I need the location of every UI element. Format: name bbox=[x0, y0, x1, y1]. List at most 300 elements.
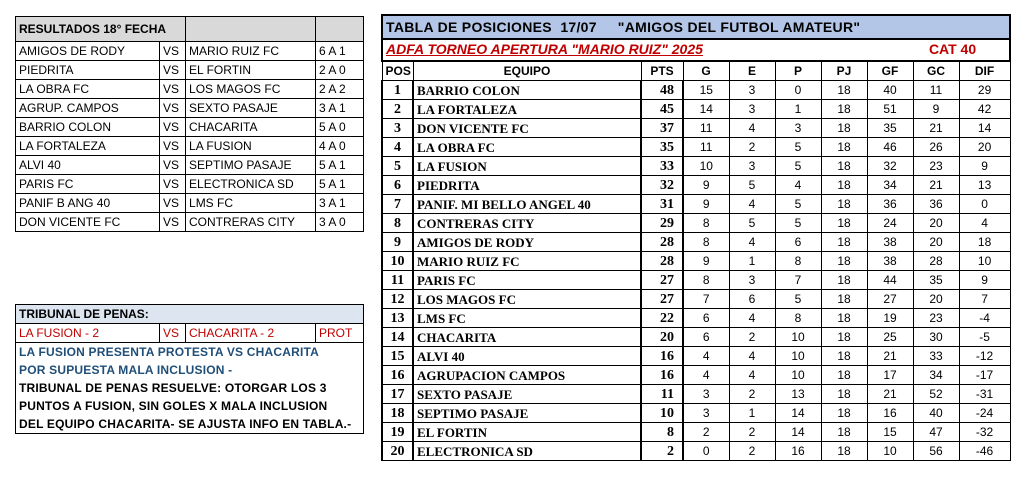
standings-row bbox=[382, 100, 1010, 119]
match-row bbox=[16, 118, 364, 137]
cell-pts: 16 bbox=[641, 347, 683, 366]
cell-e: 4 bbox=[729, 309, 775, 328]
cell-gf: 25 bbox=[867, 328, 913, 347]
cell-dif: 42 bbox=[959, 100, 1010, 119]
cell-e: 3 bbox=[729, 81, 775, 100]
results-title: RESULTADOS 18° FECHA bbox=[16, 17, 186, 42]
match-vs: VS bbox=[160, 194, 186, 213]
cell-team: LOS MAGOS FC bbox=[413, 290, 641, 309]
standings-row bbox=[382, 271, 1010, 290]
match-home: LA OBRA FC bbox=[16, 80, 160, 99]
cell-pos: 14 bbox=[382, 328, 413, 347]
cell-gc: 11 bbox=[913, 81, 959, 100]
match-home: DON VICENTE FC bbox=[16, 213, 160, 232]
cell-gf: 15 bbox=[867, 423, 913, 442]
match-row bbox=[16, 156, 364, 175]
tribunal-note: TRIBUNAL DE PENAS RESUELVE: OTORGAR LOS 3 bbox=[16, 379, 364, 397]
cell-p: 6 bbox=[775, 233, 821, 252]
cell-team: BARRIO COLON bbox=[413, 81, 641, 100]
standings-row bbox=[382, 404, 1010, 423]
cell-gf: 32 bbox=[867, 157, 913, 176]
cell-team: SEPTIMO PASAJE bbox=[413, 404, 641, 423]
cell-g: 11 bbox=[683, 119, 729, 138]
cell-pj: 18 bbox=[821, 328, 867, 347]
match-score: 3 A 1 bbox=[316, 99, 364, 118]
cell-g: 10 bbox=[683, 157, 729, 176]
standings-title-text: TABLA DE POSICIONES 17/07 "AMIGOS DEL FUTBOL AMATEUR" bbox=[386, 18, 861, 35]
standings-title-row bbox=[382, 15, 1010, 39]
cell-gc: 23 bbox=[913, 157, 959, 176]
standings-row bbox=[382, 214, 1010, 233]
cell-gc: 40 bbox=[913, 404, 959, 423]
standings-row bbox=[382, 81, 1010, 100]
cell-gc: 33 bbox=[913, 347, 959, 366]
cell-pts: 33 bbox=[641, 157, 683, 176]
standings-row bbox=[382, 347, 1010, 366]
cell-team: LA FORTALEZA bbox=[413, 100, 641, 119]
cell-g: 6 bbox=[683, 328, 729, 347]
cell-p: 5 bbox=[775, 138, 821, 157]
tribunal-note: PUNTOS A FUSION, SIN GOLES X MALA INCLUSION bbox=[16, 397, 364, 415]
cell-e: 1 bbox=[729, 404, 775, 423]
cell-pts: 2 bbox=[641, 442, 683, 461]
cell-dif: 13 bbox=[959, 176, 1010, 195]
standings-row bbox=[382, 176, 1010, 195]
cell-p: 10 bbox=[775, 366, 821, 385]
cell-g: 3 bbox=[683, 404, 729, 423]
column-header-dif: DIF bbox=[959, 61, 1010, 81]
cell-gf: 34 bbox=[867, 176, 913, 195]
standings-row bbox=[382, 290, 1010, 309]
match-away: EL FORTIN bbox=[186, 61, 316, 80]
cell-gc: 34 bbox=[913, 366, 959, 385]
match-home: PIEDRITA bbox=[16, 61, 160, 80]
match-away: LA FUSION bbox=[186, 137, 316, 156]
cell-team: PANIF. MI BELLO ANGEL 40 bbox=[413, 195, 641, 214]
match-home: PARIS FC bbox=[16, 175, 160, 194]
cell-team: SEXTO PASAJE bbox=[413, 385, 641, 404]
cell-gf: 36 bbox=[867, 195, 913, 214]
cell-pos: 13 bbox=[382, 309, 413, 328]
cell-pts: 27 bbox=[641, 271, 683, 290]
cell-pos: 4 bbox=[382, 138, 413, 157]
cell-gc: 56 bbox=[913, 442, 959, 461]
cell-e: 1 bbox=[729, 252, 775, 271]
cell-pos: 1 bbox=[382, 81, 413, 100]
cell-dif: 9 bbox=[959, 271, 1010, 290]
cell-g: 3 bbox=[683, 385, 729, 404]
cell-pos: 6 bbox=[382, 176, 413, 195]
category-label: CAT 40 bbox=[928, 41, 977, 57]
cell-gc: 23 bbox=[913, 309, 959, 328]
cell-e: 6 bbox=[729, 290, 775, 309]
cell-g: 8 bbox=[683, 233, 729, 252]
cell-p: 14 bbox=[775, 404, 821, 423]
cell-e: 5 bbox=[729, 214, 775, 233]
cell-g: 15 bbox=[683, 81, 729, 100]
match-row bbox=[16, 213, 364, 232]
cell-e: 4 bbox=[729, 195, 775, 214]
match-away: ELECTRONICA SD bbox=[186, 175, 316, 194]
cell-pos: 5 bbox=[382, 157, 413, 176]
standings-row bbox=[382, 119, 1010, 138]
standings-table bbox=[381, 14, 1011, 461]
cell-pts: 45 bbox=[641, 100, 683, 119]
cell-g: 8 bbox=[683, 214, 729, 233]
cell-gf: 27 bbox=[867, 290, 913, 309]
column-header-pts: PTS bbox=[641, 61, 683, 81]
cell-pj: 18 bbox=[821, 176, 867, 195]
cell-pos: 17 bbox=[382, 385, 413, 404]
cell-pts: 29 bbox=[641, 214, 683, 233]
cell-dif: -31 bbox=[959, 385, 1010, 404]
cell-dif: 4 bbox=[959, 214, 1010, 233]
standings-row bbox=[382, 195, 1010, 214]
cell-pos: 12 bbox=[382, 290, 413, 309]
tribunal-note: DEL EQUIPO CHACARITA- SE AJUSTA INFO EN TABLA.- bbox=[16, 415, 364, 434]
cell-e: 4 bbox=[729, 366, 775, 385]
cell-gf: 38 bbox=[867, 233, 913, 252]
cell-dif: 0 bbox=[959, 195, 1010, 214]
tribunal-header-row bbox=[16, 305, 364, 324]
cell-team: ALVI 40 bbox=[413, 347, 641, 366]
column-header-p: P bbox=[775, 61, 821, 81]
match-score: 3 A 1 bbox=[316, 194, 364, 213]
match-away: LMS FC bbox=[186, 194, 316, 213]
cell-pj: 18 bbox=[821, 366, 867, 385]
cell-gf: 46 bbox=[867, 138, 913, 157]
match-vs: VS bbox=[160, 175, 186, 194]
cell-team: DON VICENTE FC bbox=[413, 119, 641, 138]
standings-row bbox=[382, 157, 1010, 176]
cell-gc: 47 bbox=[913, 423, 959, 442]
cell-pos: 19 bbox=[382, 423, 413, 442]
cell-pos: 18 bbox=[382, 404, 413, 423]
cell-g: 9 bbox=[683, 252, 729, 271]
cell-p: 8 bbox=[775, 252, 821, 271]
tribunal-table bbox=[15, 304, 364, 434]
tribunal-note: LA FUSION PRESENTA PROTESTA VS CHACARITA bbox=[16, 343, 364, 362]
cell-gf: 19 bbox=[867, 309, 913, 328]
cell-pj: 18 bbox=[821, 309, 867, 328]
cell-pos: 2 bbox=[382, 100, 413, 119]
cell-pts: 37 bbox=[641, 119, 683, 138]
cell-pos: 20 bbox=[382, 442, 413, 461]
cell-team: AGRUPACION CAMPOS bbox=[413, 366, 641, 385]
cell-pos: 10 bbox=[382, 252, 413, 271]
cell-e: 4 bbox=[729, 233, 775, 252]
cell-team: EL FORTIN bbox=[413, 423, 641, 442]
match-vs: VS bbox=[160, 61, 186, 80]
cell-p: 3 bbox=[775, 119, 821, 138]
cell-g: 0 bbox=[683, 442, 729, 461]
match-away: SEXTO PASAJE bbox=[186, 99, 316, 118]
cell-pts: 35 bbox=[641, 138, 683, 157]
cell-pos: 7 bbox=[382, 195, 413, 214]
cell-gf: 40 bbox=[867, 81, 913, 100]
cell-pj: 18 bbox=[821, 271, 867, 290]
cell-p: 10 bbox=[775, 347, 821, 366]
cell-gc: 9 bbox=[913, 100, 959, 119]
tribunal-case-status: PROT bbox=[316, 324, 364, 343]
match-row bbox=[16, 42, 364, 61]
cell-p: 5 bbox=[775, 157, 821, 176]
cell-team: PARIS FC bbox=[413, 271, 641, 290]
cell-g: 4 bbox=[683, 366, 729, 385]
cell-pos: 8 bbox=[382, 214, 413, 233]
cell-gc: 30 bbox=[913, 328, 959, 347]
standings-row bbox=[382, 366, 1010, 385]
cell-pj: 18 bbox=[821, 385, 867, 404]
cell-gf: 10 bbox=[867, 442, 913, 461]
cell-dif: -5 bbox=[959, 328, 1010, 347]
cell-pj: 18 bbox=[821, 138, 867, 157]
cell-p: 5 bbox=[775, 290, 821, 309]
match-score: 5 A 0 bbox=[316, 118, 364, 137]
column-header-g: G bbox=[683, 61, 729, 81]
tribunal-case-vs: VS bbox=[160, 324, 186, 343]
cell-dif: -32 bbox=[959, 423, 1010, 442]
match-vs: VS bbox=[160, 42, 186, 61]
cell-pts: 32 bbox=[641, 176, 683, 195]
cell-p: 5 bbox=[775, 195, 821, 214]
tournament-name: ADFA TORNEO APERTURA "MARIO RUIZ" 2025 bbox=[386, 41, 703, 57]
cell-pj: 18 bbox=[821, 290, 867, 309]
cell-pts: 28 bbox=[641, 233, 683, 252]
column-header-e: E bbox=[729, 61, 775, 81]
cell-e: 2 bbox=[729, 442, 775, 461]
match-row bbox=[16, 80, 364, 99]
column-header-team: EQUIPO bbox=[413, 61, 641, 81]
cell-pts: 27 bbox=[641, 290, 683, 309]
cell-dif: -17 bbox=[959, 366, 1010, 385]
cell-gf: 44 bbox=[867, 271, 913, 290]
cell-p: 10 bbox=[775, 328, 821, 347]
cell-e: 5 bbox=[729, 176, 775, 195]
match-row bbox=[16, 99, 364, 118]
match-home: PANIF B ANG 40 bbox=[16, 194, 160, 213]
cell-pos: 3 bbox=[382, 119, 413, 138]
match-score: 2 A 2 bbox=[316, 80, 364, 99]
cell-gf: 24 bbox=[867, 214, 913, 233]
cell-e: 2 bbox=[729, 385, 775, 404]
match-home: ALVI 40 bbox=[16, 156, 160, 175]
cell-p: 0 bbox=[775, 81, 821, 100]
match-score: 3 A 0 bbox=[316, 213, 364, 232]
cell-e: 4 bbox=[729, 347, 775, 366]
cell-e: 2 bbox=[729, 138, 775, 157]
cell-gc: 28 bbox=[913, 252, 959, 271]
cell-gf: 35 bbox=[867, 119, 913, 138]
cell-pts: 48 bbox=[641, 81, 683, 100]
cell-p: 14 bbox=[775, 423, 821, 442]
cell-g: 2 bbox=[683, 423, 729, 442]
standings-row bbox=[382, 309, 1010, 328]
cell-e: 2 bbox=[729, 328, 775, 347]
cell-gf: 51 bbox=[867, 100, 913, 119]
match-vs: VS bbox=[160, 213, 186, 232]
cell-team: AMIGOS DE RODY bbox=[413, 233, 641, 252]
cell-pj: 18 bbox=[821, 423, 867, 442]
column-header-gc: GC bbox=[913, 61, 959, 81]
cell-pj: 18 bbox=[821, 233, 867, 252]
cell-pj: 18 bbox=[821, 195, 867, 214]
cell-gf: 16 bbox=[867, 404, 913, 423]
match-score: 5 A 1 bbox=[316, 175, 364, 194]
tribunal-case-home: LA FUSION - 2 bbox=[16, 324, 160, 343]
cell-dif: 10 bbox=[959, 252, 1010, 271]
column-header-pj: PJ bbox=[821, 61, 867, 81]
cell-pj: 18 bbox=[821, 81, 867, 100]
cell-dif: 9 bbox=[959, 157, 1010, 176]
cell-gf: 38 bbox=[867, 252, 913, 271]
cell-team: LA OBRA FC bbox=[413, 138, 641, 157]
match-row bbox=[16, 137, 364, 156]
cell-gf: 21 bbox=[867, 347, 913, 366]
cell-p: 4 bbox=[775, 176, 821, 195]
cell-dif: -46 bbox=[959, 442, 1010, 461]
cell-team: CHACARITA bbox=[413, 328, 641, 347]
cell-pj: 18 bbox=[821, 442, 867, 461]
cell-pj: 18 bbox=[821, 252, 867, 271]
cell-pj: 18 bbox=[821, 214, 867, 233]
cell-g: 8 bbox=[683, 271, 729, 290]
match-vs: VS bbox=[160, 156, 186, 175]
column-header-gf: GF bbox=[867, 61, 913, 81]
cell-p: 1 bbox=[775, 100, 821, 119]
standings-row bbox=[382, 233, 1010, 252]
cell-dif: 20 bbox=[959, 138, 1010, 157]
cell-team: MARIO RUIZ FC bbox=[413, 252, 641, 271]
match-row bbox=[16, 194, 364, 213]
cell-pts: 20 bbox=[641, 328, 683, 347]
results-header-row bbox=[16, 17, 364, 42]
cell-e: 3 bbox=[729, 157, 775, 176]
cell-pos: 15 bbox=[382, 347, 413, 366]
cell-pj: 18 bbox=[821, 157, 867, 176]
cell-gc: 21 bbox=[913, 119, 959, 138]
match-home: BARRIO COLON bbox=[16, 118, 160, 137]
match-row bbox=[16, 175, 364, 194]
cell-pts: 28 bbox=[641, 252, 683, 271]
match-away: MARIO RUIZ FC bbox=[186, 42, 316, 61]
cell-dif: 14 bbox=[959, 119, 1010, 138]
cell-g: 7 bbox=[683, 290, 729, 309]
cell-gc: 35 bbox=[913, 271, 959, 290]
cell-p: 13 bbox=[775, 385, 821, 404]
match-row bbox=[16, 61, 364, 80]
cell-g: 4 bbox=[683, 347, 729, 366]
cell-pts: 16 bbox=[641, 366, 683, 385]
match-home: AGRUP. CAMPOS bbox=[16, 99, 160, 118]
cell-g: 14 bbox=[683, 100, 729, 119]
standings-column-header-row bbox=[382, 61, 1010, 81]
cell-e: 2 bbox=[729, 423, 775, 442]
standings-subtitle bbox=[382, 39, 1010, 61]
match-vs: VS bbox=[160, 137, 186, 156]
match-vs: VS bbox=[160, 99, 186, 118]
cell-team: LMS FC bbox=[413, 309, 641, 328]
match-score: 4 A 0 bbox=[316, 137, 364, 156]
cell-g: 6 bbox=[683, 309, 729, 328]
cell-dif: 29 bbox=[959, 81, 1010, 100]
cell-pj: 18 bbox=[821, 404, 867, 423]
standings-row bbox=[382, 252, 1010, 271]
cell-g: 11 bbox=[683, 138, 729, 157]
cell-dif: -24 bbox=[959, 404, 1010, 423]
cell-team: ELECTRONICA SD bbox=[413, 442, 641, 461]
standings-row bbox=[382, 423, 1010, 442]
cell-pj: 18 bbox=[821, 100, 867, 119]
tribunal-title: TRIBUNAL DE PENAS: bbox=[16, 305, 364, 324]
cell-gc: 20 bbox=[913, 233, 959, 252]
cell-pj: 18 bbox=[821, 347, 867, 366]
match-home: LA FORTALEZA bbox=[16, 137, 160, 156]
cell-gf: 17 bbox=[867, 366, 913, 385]
cell-e: 3 bbox=[729, 100, 775, 119]
match-score: 2 A 0 bbox=[316, 61, 364, 80]
standings-row bbox=[382, 138, 1010, 157]
results-table bbox=[15, 16, 364, 232]
cell-gf: 21 bbox=[867, 385, 913, 404]
cell-g: 9 bbox=[683, 176, 729, 195]
tribunal-note: POR SUPUESTA MALA INCLUSION - bbox=[16, 361, 364, 379]
standings-title bbox=[382, 15, 1010, 39]
cell-pos: 9 bbox=[382, 233, 413, 252]
column-header-pos: POS bbox=[382, 61, 413, 81]
cell-team: CONTRERAS CITY bbox=[413, 214, 641, 233]
cell-e: 3 bbox=[729, 271, 775, 290]
cell-p: 5 bbox=[775, 214, 821, 233]
match-away: LOS MAGOS FC bbox=[186, 80, 316, 99]
cell-dif: 18 bbox=[959, 233, 1010, 252]
standings-row bbox=[382, 328, 1010, 347]
match-away: SEPTIMO PASAJE bbox=[186, 156, 316, 175]
tribunal-case-row bbox=[16, 324, 364, 343]
cell-pts: 8 bbox=[641, 423, 683, 442]
cell-gc: 20 bbox=[913, 214, 959, 233]
cell-pts: 22 bbox=[641, 309, 683, 328]
cell-pos: 16 bbox=[382, 366, 413, 385]
match-vs: VS bbox=[160, 118, 186, 137]
cell-pts: 10 bbox=[641, 404, 683, 423]
results-header-blank bbox=[316, 17, 364, 42]
cell-dif: -12 bbox=[959, 347, 1010, 366]
cell-p: 7 bbox=[775, 271, 821, 290]
match-away: CHACARITA bbox=[186, 118, 316, 137]
match-score: 5 A 1 bbox=[316, 156, 364, 175]
cell-g: 9 bbox=[683, 195, 729, 214]
cell-pj: 18 bbox=[821, 119, 867, 138]
cell-dif: -4 bbox=[959, 309, 1010, 328]
cell-gc: 21 bbox=[913, 176, 959, 195]
tribunal-case-away: CHACARITA - 2 bbox=[186, 324, 316, 343]
cell-pos: 11 bbox=[382, 271, 413, 290]
match-vs: VS bbox=[160, 80, 186, 99]
cell-team: LA FUSION bbox=[413, 157, 641, 176]
cell-gc: 26 bbox=[913, 138, 959, 157]
standings-row bbox=[382, 442, 1010, 461]
match-away: CONTRERAS CITY bbox=[186, 213, 316, 232]
cell-gc: 20 bbox=[913, 290, 959, 309]
match-home: AMIGOS DE RODY bbox=[16, 42, 160, 61]
cell-dif: 7 bbox=[959, 290, 1010, 309]
standings-subtitle-row bbox=[382, 39, 1010, 61]
cell-pts: 31 bbox=[641, 195, 683, 214]
cell-gc: 52 bbox=[913, 385, 959, 404]
cell-p: 8 bbox=[775, 309, 821, 328]
standings-row bbox=[382, 385, 1010, 404]
